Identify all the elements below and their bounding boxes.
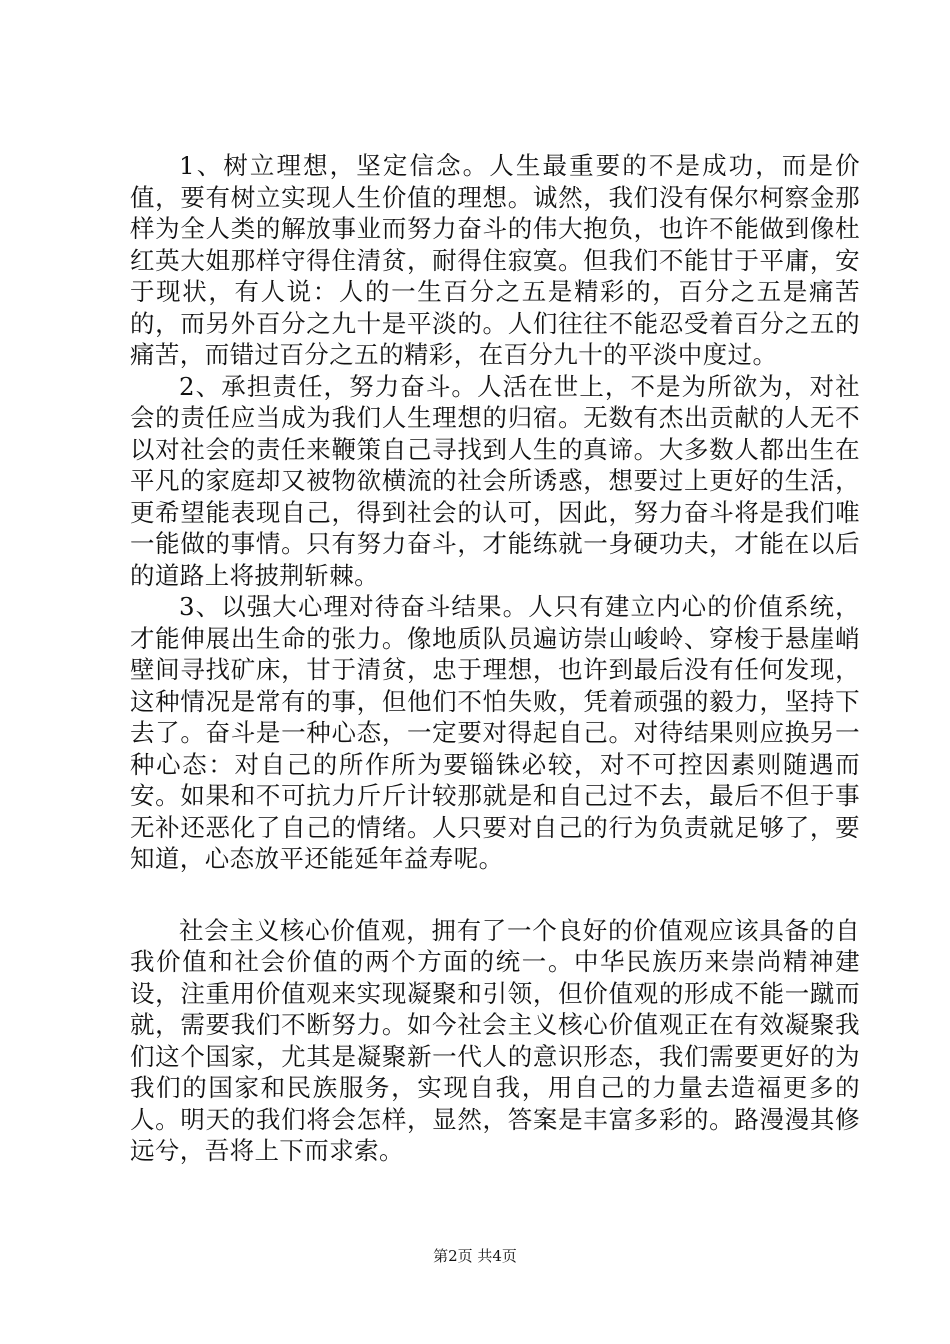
document-body [130,150,860,1167]
paragraph-4: 社会主义核心价值观，拥有了一个良好的价值观应该具备的自我价值和社会价值的两个方面的统一。中华民族历来崇尚精神建设，注重用价值观来实现凝聚和引领，但价值观的形成不能一蹴而就，需要我们不断努力。如今社会主义核心价值观正在有效凝聚我们这个国家，尤其是凝聚新一代人的意识形态，我们需要更好的为我们的国家和民族服务，实现自我，用自己的力量去造福更多的人。明天的我们将会怎样，显然，答案是丰富多彩的。路漫漫其修远兮，吾将上下而求索。 [130,915,860,1165]
paragraph-2: 2、承担责任，努力奋斗。人活在世上，不是为所欲为，对社会的责任应当成为我们人生理想的归宿。无数有杰出贡献的人无不以对社会的责任来鞭策自己寻找到人生的真谛。大多数人都出生在平凡的家庭却又被物欲横流的社会所诱惑，想要过上更好的生活，更希望能表现自己，得到社会的认可，因此，努力奋斗将是我们唯一能做的事情。只有努力奋斗，才能练就一身硬功夫，才能在以后的道路上将披荆斩棘。 [130,371,860,590]
paragraph-3: 3、以强大心理对待奋斗结果。人只有建立内心的价值系统，才能伸展出生命的张力。像地质队员遍访崇山峻岭、穿梭于悬崖峭壁间寻找矿床，甘于清贫，忠于理想，也许到最后没有任何发现，这种情况是常有的事，但他们不怕失败，凭着顽强的毅力，坚持下去了。奋斗是一种心态，一定要对得起自己。对待结果则应换另一种心态：对自己的所作所为要锱铢必较，对不可控因素则随遇而安。如果和不可抗力斤斤计较那就是和自己过不去，最后不但于事无补还恶化了自己的情绪。人只要对自己的行为负责就足够了，要知道，心态放平还能延年益寿呢。 [130,592,860,873]
paragraph-spacer [130,875,860,915]
page-footer: 第2页 共4页 [433,1247,517,1265]
paragraph-1: 1、树立理想，坚定信念。人生最重要的不是成功，而是价值，要有树立实现人生价值的理想。诚然，我们没有保尔柯察金那样为全人类的解放事业而努力奋斗的伟大抱负，也许不能做到像杜红英大姐那样守得住清贫，耐得住寂寞。但我们不能甘于平庸，安于现状，有人说：人的一生百分之五是精彩的，百分之五是痛苦的，而另外百分之九十是平淡的。人们往往不能忍受着百分之五的痛苦，而错过百分之五的精彩，在百分九十的平淡中度过。 [130,151,860,369]
